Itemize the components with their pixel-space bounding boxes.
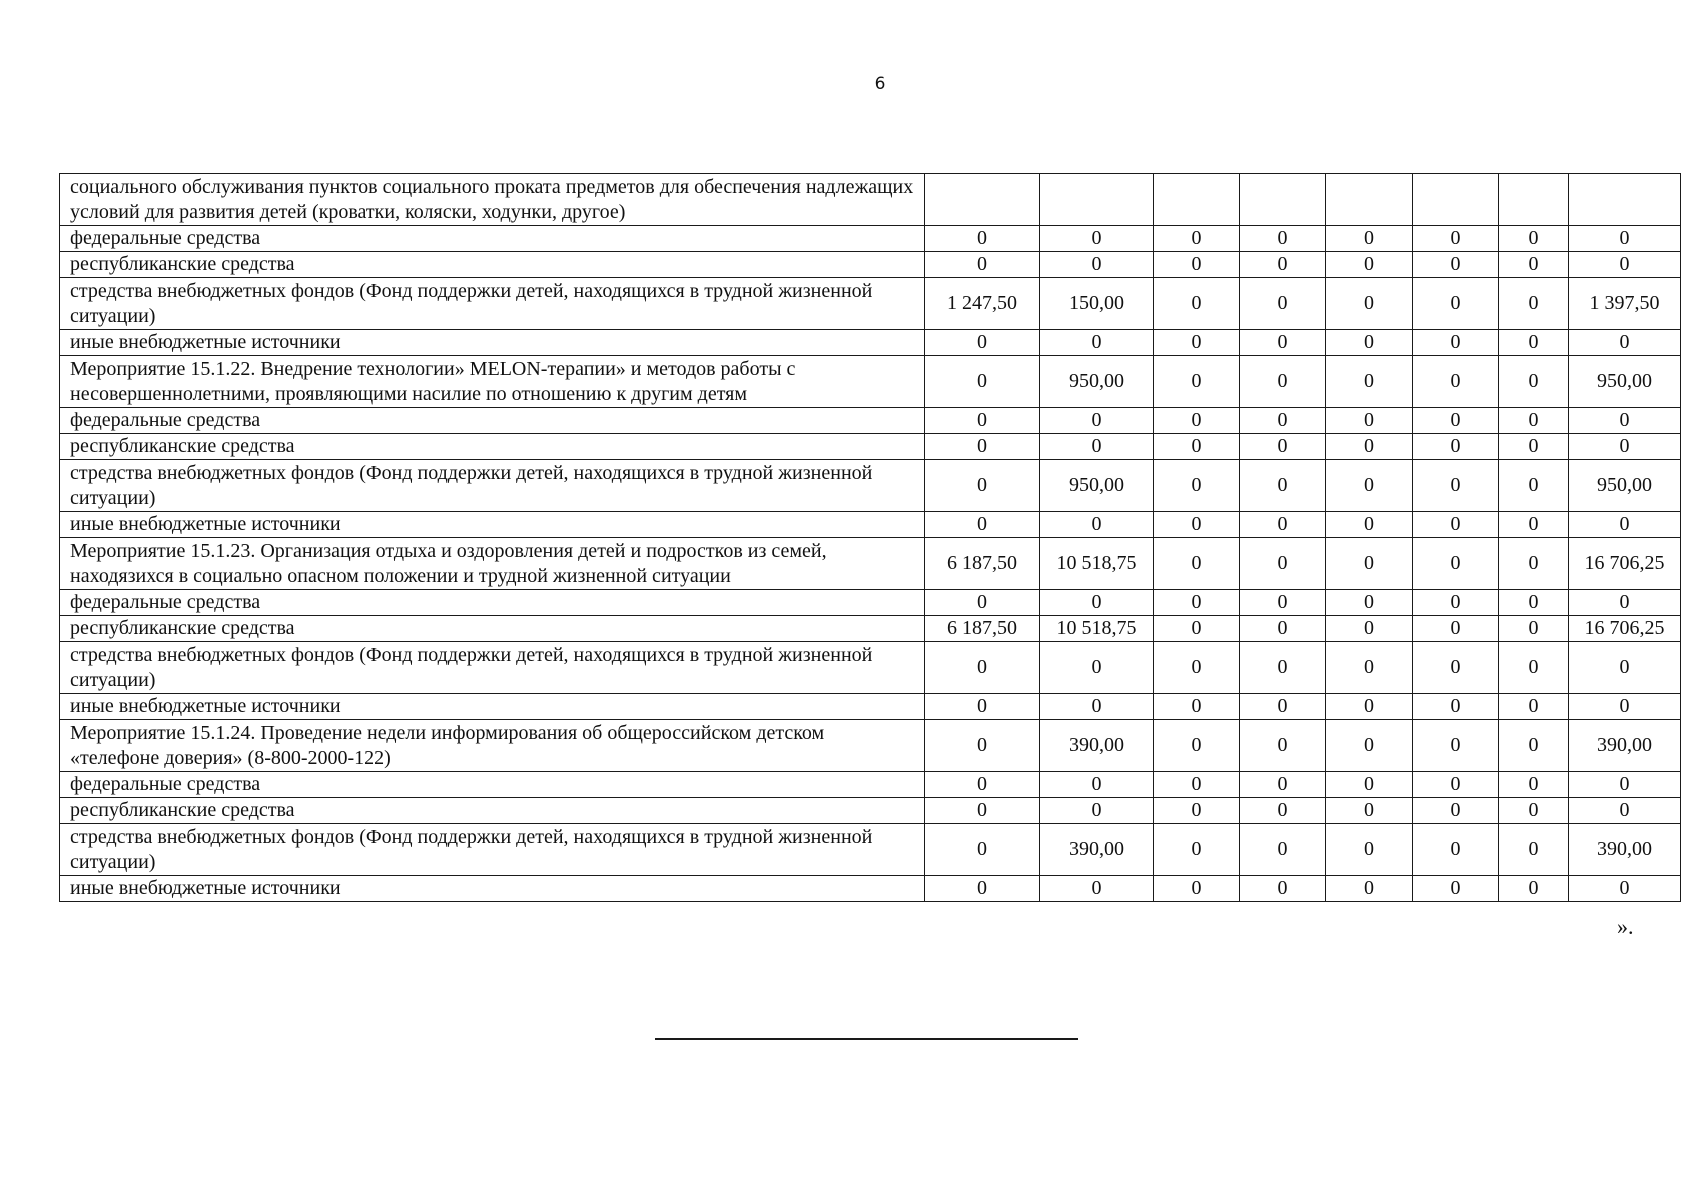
row-value: 0 — [1569, 590, 1681, 616]
row-value: 0 — [1499, 798, 1569, 824]
row-value: 0 — [1413, 278, 1499, 330]
table-row — [60, 226, 1681, 252]
row-value: 0 — [1499, 824, 1569, 876]
row-value: 0 — [1569, 434, 1681, 460]
row-label: Мероприятие 15.1.23. Организация отдыха и оздоровления детей и подростков из семей, находязихся в социально опасном положении и трудной жизненной ситуации — [60, 538, 925, 590]
row-value: 0 — [1326, 798, 1413, 824]
budget-table — [59, 173, 1681, 902]
table-row — [60, 720, 1681, 772]
table-row — [60, 824, 1681, 876]
table-row — [60, 876, 1681, 902]
row-value: 0 — [1240, 330, 1326, 356]
row-value: 0 — [925, 798, 1040, 824]
row-value: 0 — [925, 330, 1040, 356]
row-value: 0 — [1326, 590, 1413, 616]
row-value: 0 — [1240, 278, 1326, 330]
row-value: 390,00 — [1040, 824, 1154, 876]
row-value — [1154, 174, 1240, 226]
row-value: 0 — [1326, 720, 1413, 772]
row-value: 0 — [1569, 642, 1681, 694]
row-value: 0 — [1413, 460, 1499, 512]
row-value: 6 187,50 — [925, 538, 1040, 590]
row-value: 0 — [1326, 694, 1413, 720]
row-label: федеральные средства — [60, 408, 925, 434]
table-row — [60, 512, 1681, 538]
row-value: 0 — [1326, 876, 1413, 902]
table-row — [60, 460, 1681, 512]
row-value: 10 518,75 — [1040, 616, 1154, 642]
row-value: 0 — [1413, 356, 1499, 408]
row-value: 390,00 — [1569, 824, 1681, 876]
row-value: 0 — [1326, 512, 1413, 538]
row-value: 0 — [1413, 226, 1499, 252]
row-value: 0 — [1569, 876, 1681, 902]
row-label: республиканские средства — [60, 434, 925, 460]
row-value: 0 — [1499, 772, 1569, 798]
row-value: 0 — [1499, 278, 1569, 330]
row-value: 0 — [1240, 590, 1326, 616]
row-value: 0 — [1326, 460, 1413, 512]
row-value: 0 — [1413, 720, 1499, 772]
row-value: 0 — [925, 408, 1040, 434]
row-value: 0 — [1240, 356, 1326, 408]
table-row — [60, 772, 1681, 798]
row-label: федеральные средства — [60, 226, 925, 252]
row-value: 0 — [1499, 512, 1569, 538]
row-value: 0 — [1413, 408, 1499, 434]
row-label: социального обслуживания пунктов социального проката предметов для обеспечения надлежащих условий для развития детей (кроватки, коляски, ходунки, другое) — [60, 174, 925, 226]
table-row — [60, 694, 1681, 720]
row-value: 0 — [925, 642, 1040, 694]
row-value: 0 — [1499, 460, 1569, 512]
row-value: 0 — [1240, 798, 1326, 824]
row-value: 0 — [925, 252, 1040, 278]
row-value: 950,00 — [1040, 356, 1154, 408]
row-value: 0 — [1154, 642, 1240, 694]
row-value: 6 187,50 — [925, 616, 1040, 642]
row-value: 0 — [1040, 252, 1154, 278]
row-value: 0 — [1040, 694, 1154, 720]
row-value: 150,00 — [1040, 278, 1154, 330]
row-value: 0 — [1413, 694, 1499, 720]
row-value — [1040, 174, 1154, 226]
table-row — [60, 590, 1681, 616]
row-value: 0 — [1569, 408, 1681, 434]
row-value: 950,00 — [1040, 460, 1154, 512]
row-value: 0 — [925, 824, 1040, 876]
row-value: 0 — [1413, 772, 1499, 798]
row-value: 0 — [925, 590, 1040, 616]
row-value: 0 — [1040, 226, 1154, 252]
row-label: иные внебюджетные источники — [60, 330, 925, 356]
row-value: 0 — [1569, 512, 1681, 538]
row-value: 0 — [1413, 876, 1499, 902]
row-value: 0 — [1326, 252, 1413, 278]
row-value: 0 — [1040, 772, 1154, 798]
row-value: 0 — [1499, 356, 1569, 408]
row-value: 0 — [1326, 356, 1413, 408]
row-value: 0 — [1040, 330, 1154, 356]
row-value: 950,00 — [1569, 460, 1681, 512]
row-value: 0 — [1240, 226, 1326, 252]
row-value: 0 — [1154, 434, 1240, 460]
row-value: 0 — [1413, 642, 1499, 694]
row-label: стредства внебюджетных фондов (Фонд поддержки детей, находящихся в трудной жизненной ситуации) — [60, 278, 925, 330]
row-value: 0 — [1154, 408, 1240, 434]
row-value: 0 — [1326, 772, 1413, 798]
row-value: 0 — [1499, 330, 1569, 356]
row-value: 0 — [1569, 694, 1681, 720]
row-value: 16 706,25 — [1569, 616, 1681, 642]
row-value: 0 — [1326, 538, 1413, 590]
row-value: 0 — [1326, 642, 1413, 694]
row-value: 0 — [1499, 252, 1569, 278]
row-label: Мероприятие 15.1.22. Внедрение технологии» MELON-терапии» и методов работы с несовершеннолетними, проявляющими насилие по отношению к другим детям — [60, 356, 925, 408]
row-value: 0 — [1413, 824, 1499, 876]
row-value: 0 — [1499, 226, 1569, 252]
row-value — [1240, 174, 1326, 226]
row-value: 0 — [925, 356, 1040, 408]
table-row — [60, 356, 1681, 408]
row-value: 0 — [1569, 798, 1681, 824]
row-value: 0 — [1154, 720, 1240, 772]
row-value: 0 — [1154, 226, 1240, 252]
row-value: 0 — [1040, 798, 1154, 824]
row-value: 0 — [1154, 460, 1240, 512]
row-label: иные внебюджетные источники — [60, 512, 925, 538]
budget-table-body — [60, 174, 1681, 902]
row-value: 0 — [1154, 798, 1240, 824]
row-value: 1 247,50 — [925, 278, 1040, 330]
closing-quote-mark: ». — [1617, 914, 1634, 939]
row-value: 0 — [1040, 642, 1154, 694]
row-value: 0 — [925, 876, 1040, 902]
row-value: 0 — [1240, 824, 1326, 876]
row-value: 0 — [1040, 408, 1154, 434]
row-value: 0 — [1154, 252, 1240, 278]
row-value: 0 — [1040, 876, 1154, 902]
row-label: федеральные средства — [60, 772, 925, 798]
row-value: 0 — [1240, 720, 1326, 772]
row-value: 0 — [1499, 876, 1569, 902]
row-value: 0 — [1499, 590, 1569, 616]
row-value: 0 — [1154, 538, 1240, 590]
row-value: 0 — [1154, 278, 1240, 330]
row-value: 0 — [1154, 616, 1240, 642]
row-value: 0 — [1240, 772, 1326, 798]
row-value: 0 — [1569, 252, 1681, 278]
row-value: 0 — [1499, 434, 1569, 460]
table-row — [60, 330, 1681, 356]
row-value — [1499, 174, 1569, 226]
row-value: 0 — [925, 694, 1040, 720]
row-value: 0 — [1040, 512, 1154, 538]
table-row — [60, 278, 1681, 330]
table-row — [60, 174, 1681, 226]
row-value: 0 — [1240, 616, 1326, 642]
row-label: Мероприятие 15.1.24. Проведение недели информирования об общероссийском детском «телефоне доверия» (8-800-2000-122) — [60, 720, 925, 772]
row-value: 0 — [1413, 590, 1499, 616]
row-value: 0 — [1240, 538, 1326, 590]
row-value: 0 — [1326, 278, 1413, 330]
row-value: 390,00 — [1569, 720, 1681, 772]
row-value — [1326, 174, 1413, 226]
row-value: 0 — [1413, 538, 1499, 590]
row-value: 0 — [925, 226, 1040, 252]
row-value: 0 — [925, 512, 1040, 538]
row-label: республиканские средства — [60, 798, 925, 824]
row-label: республиканские средства — [60, 252, 925, 278]
table-row — [60, 538, 1681, 590]
row-value: 0 — [1040, 590, 1154, 616]
row-value: 0 — [1326, 616, 1413, 642]
row-value: 0 — [1499, 408, 1569, 434]
row-value: 0 — [925, 434, 1040, 460]
row-value: 0 — [1240, 694, 1326, 720]
row-value: 0 — [1413, 330, 1499, 356]
row-value: 0 — [1326, 824, 1413, 876]
row-label: стредства внебюджетных фондов (Фонд поддержки детей, находящихся в трудной жизненной ситуации) — [60, 642, 925, 694]
row-value: 0 — [925, 720, 1040, 772]
row-value — [1569, 174, 1681, 226]
row-value: 0 — [1240, 876, 1326, 902]
row-label: иные внебюджетные источники — [60, 694, 925, 720]
row-label: стредства внебюджетных фондов (Фонд поддержки детей, находящихся в трудной жизненной ситуации) — [60, 460, 925, 512]
row-value: 16 706,25 — [1569, 538, 1681, 590]
row-value: 0 — [925, 460, 1040, 512]
row-value: 0 — [1240, 460, 1326, 512]
row-value: 0 — [1569, 330, 1681, 356]
row-value: 950,00 — [1569, 356, 1681, 408]
row-value: 0 — [1240, 252, 1326, 278]
row-value: 0 — [1154, 512, 1240, 538]
table-row — [60, 616, 1681, 642]
row-value: 0 — [1040, 434, 1154, 460]
row-value: 0 — [1413, 512, 1499, 538]
end-separator-line — [655, 1038, 1078, 1040]
row-value: 0 — [1154, 876, 1240, 902]
row-label: стредства внебюджетных фондов (Фонд поддержки детей, находящихся в трудной жизненной ситуации) — [60, 824, 925, 876]
row-label: иные внебюджетные источники — [60, 876, 925, 902]
row-value: 0 — [1499, 642, 1569, 694]
row-value: 0 — [1326, 434, 1413, 460]
table-row — [60, 408, 1681, 434]
row-value: 0 — [925, 772, 1040, 798]
row-value: 10 518,75 — [1040, 538, 1154, 590]
row-value: 0 — [1154, 590, 1240, 616]
table-row — [60, 434, 1681, 460]
row-value: 0 — [1240, 408, 1326, 434]
row-value: 390,00 — [1040, 720, 1154, 772]
row-value: 0 — [1413, 434, 1499, 460]
page-number: 6 — [874, 74, 886, 94]
row-value: 0 — [1569, 772, 1681, 798]
row-value: 1 397,50 — [1569, 278, 1681, 330]
row-value: 0 — [1240, 512, 1326, 538]
row-value: 0 — [1326, 408, 1413, 434]
row-label: республиканские средства — [60, 616, 925, 642]
row-value: 0 — [1154, 356, 1240, 408]
row-value: 0 — [1154, 824, 1240, 876]
row-value: 0 — [1413, 252, 1499, 278]
row-value: 0 — [1499, 694, 1569, 720]
table-row — [60, 642, 1681, 694]
row-value: 0 — [1413, 798, 1499, 824]
row-value: 0 — [1326, 330, 1413, 356]
row-value: 0 — [1569, 226, 1681, 252]
row-value: 0 — [1499, 538, 1569, 590]
table-row — [60, 252, 1681, 278]
row-label: федеральные средства — [60, 590, 925, 616]
row-value — [925, 174, 1040, 226]
row-value — [1413, 174, 1499, 226]
row-value: 0 — [1499, 720, 1569, 772]
row-value: 0 — [1240, 642, 1326, 694]
row-value: 0 — [1154, 772, 1240, 798]
row-value: 0 — [1499, 616, 1569, 642]
row-value: 0 — [1326, 226, 1413, 252]
row-value: 0 — [1154, 330, 1240, 356]
table-row — [60, 798, 1681, 824]
row-value: 0 — [1413, 616, 1499, 642]
row-value: 0 — [1240, 434, 1326, 460]
row-value: 0 — [1154, 694, 1240, 720]
